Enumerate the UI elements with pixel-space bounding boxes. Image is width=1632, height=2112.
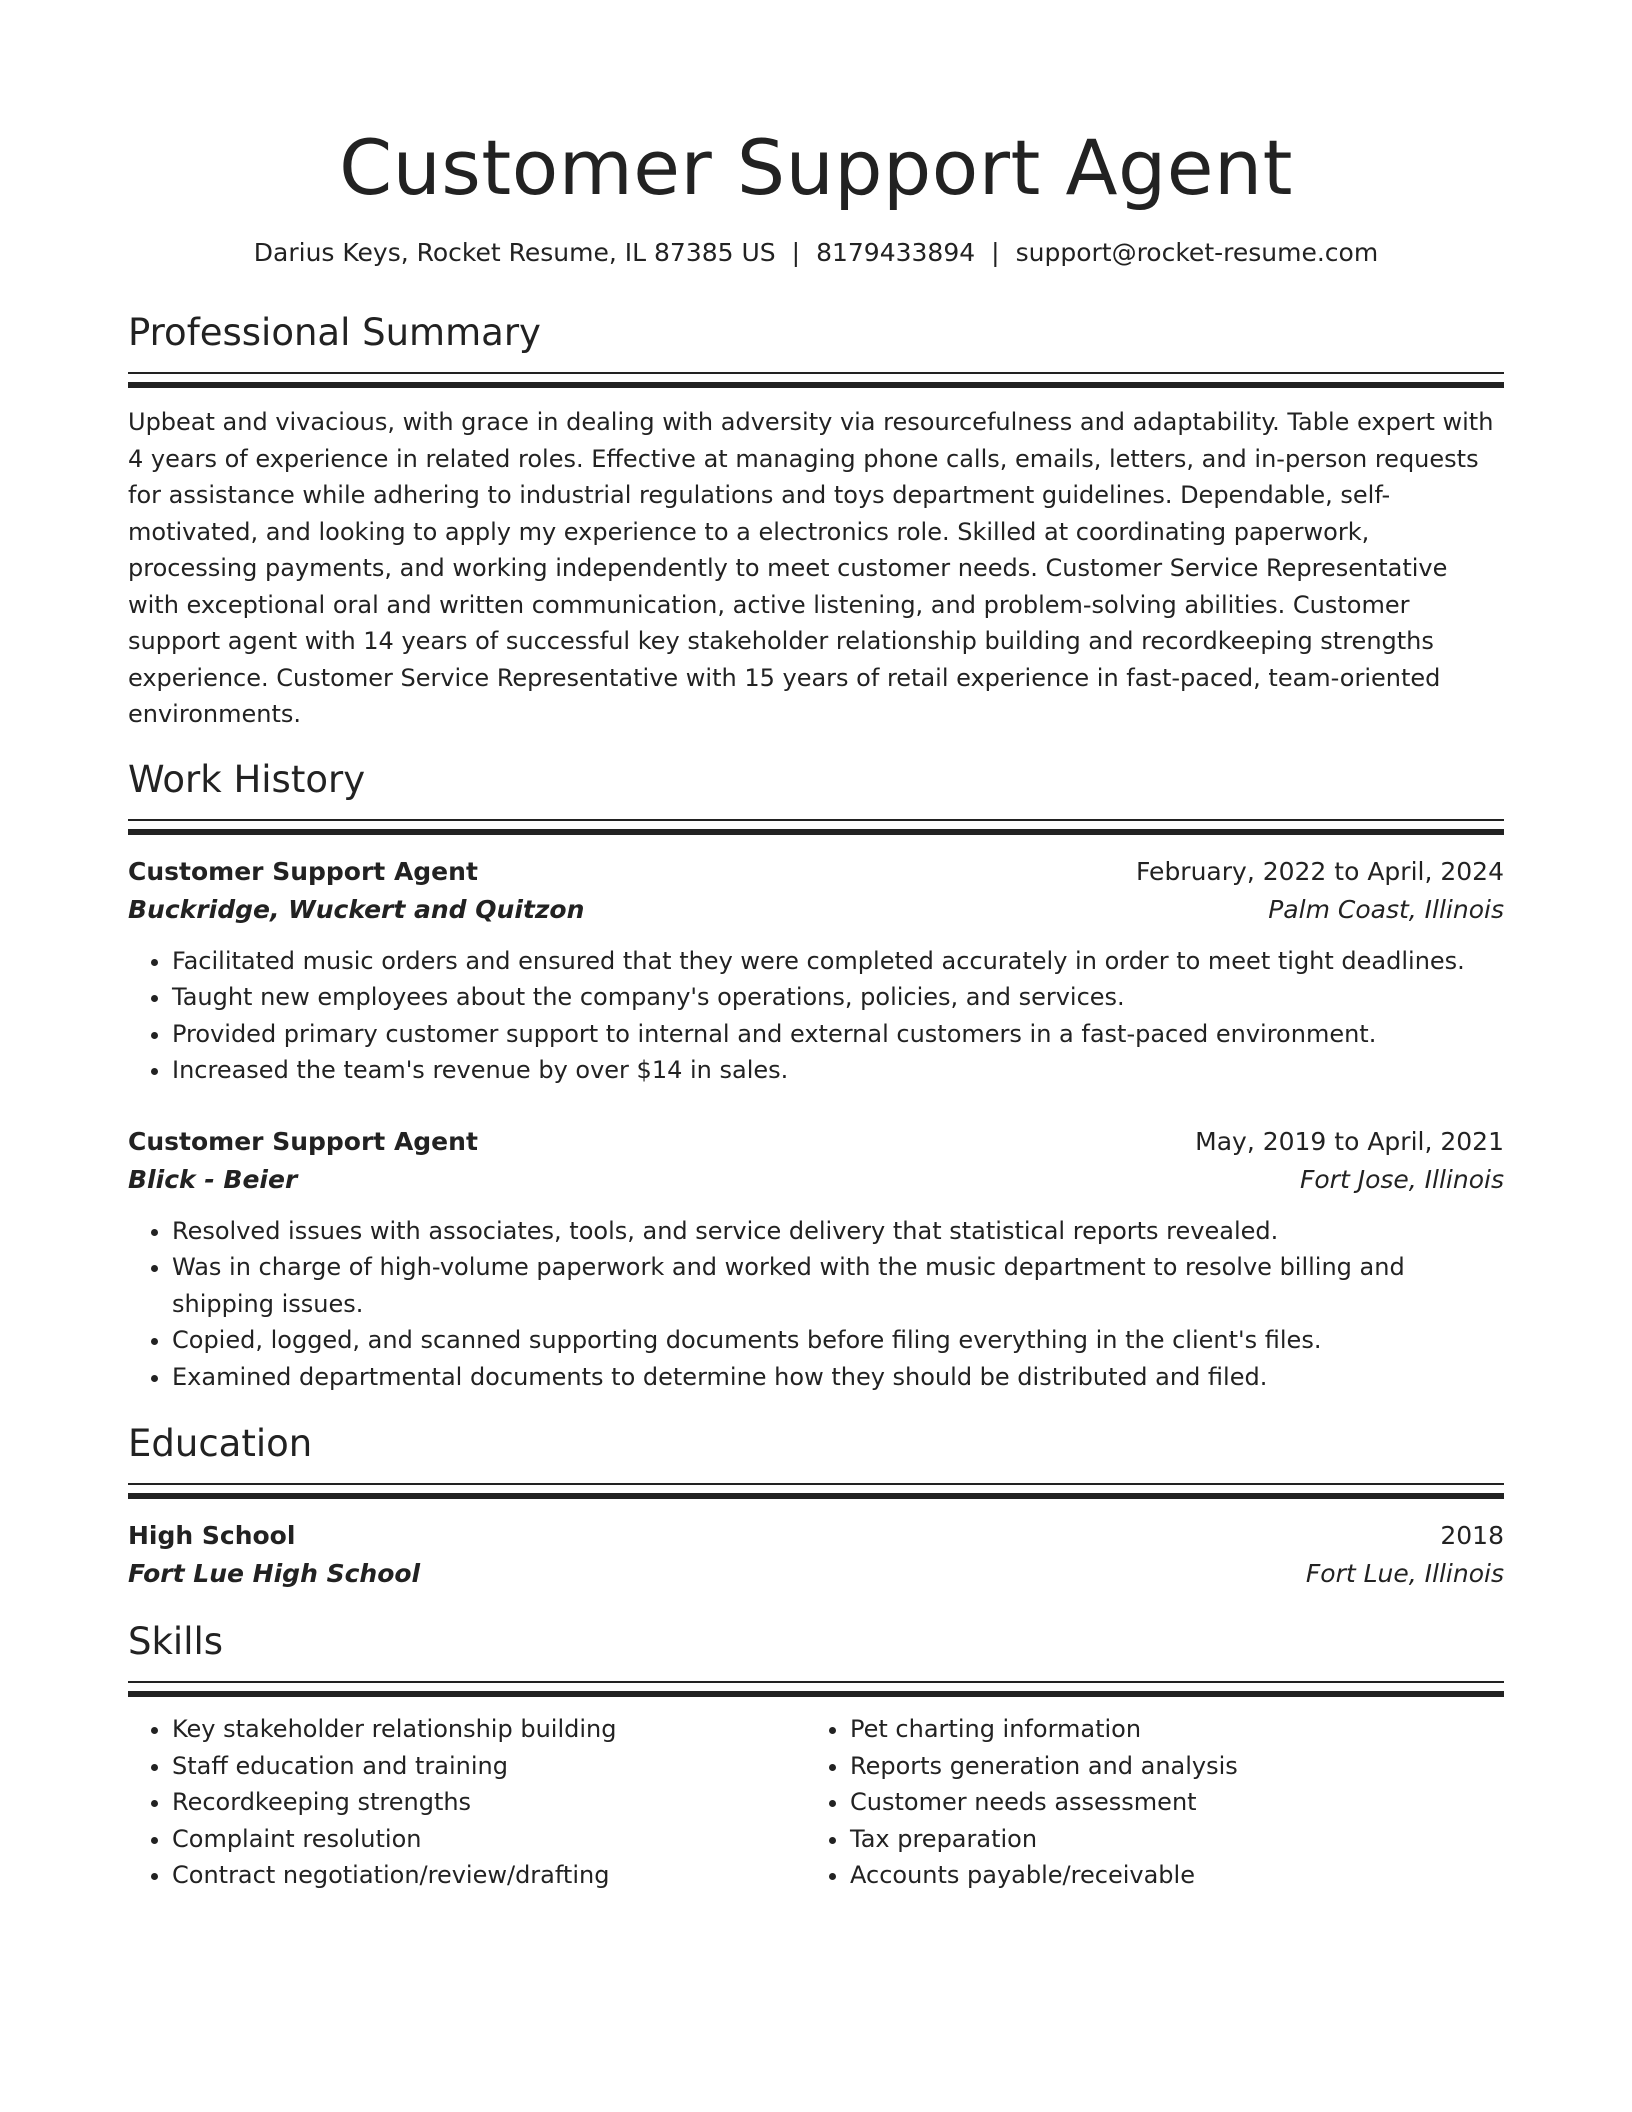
- section-divider: [128, 819, 1504, 835]
- job-bullet: • Taught new employees about the company's operations, policies, and services.: [172, 979, 1504, 1016]
- contact-separator: |: [791, 238, 801, 267]
- summary-section: [128, 310, 1504, 733]
- skill-item: • Tax preparation: [850, 1821, 1484, 1858]
- contact-email: support@rocket-resume.com: [1015, 238, 1379, 267]
- job-entry: [128, 1123, 1504, 1396]
- skill-item: • Accounts payable/receivable: [850, 1857, 1484, 1894]
- job-header-row: [128, 853, 1504, 891]
- job-bullet: • Increased the team's revenue by over $14 in sales.: [172, 1052, 1504, 1089]
- job-bullets: [128, 943, 1504, 1089]
- skill-item: • Staff education and training: [172, 1748, 806, 1785]
- job-location: Fort Jose, Illinois: [1300, 1164, 1504, 1194]
- job-location: Palm Coast, Illinois: [1268, 894, 1504, 924]
- skills-list-right: [806, 1711, 1484, 1894]
- section-divider: [128, 372, 1504, 388]
- skill-item: • Reports generation and analysis: [850, 1748, 1484, 1785]
- job-bullet: • Facilitated music orders and ensured that they were completed accurately in order to meet tight deadlines.: [172, 943, 1504, 980]
- job-dates: May, 2019 to April, 2021: [1195, 1126, 1504, 1156]
- skills-section: [128, 1619, 1504, 1894]
- section-divider: [128, 1681, 1504, 1697]
- education-location: Fort Lue, Illinois: [1305, 1559, 1504, 1588]
- contact-separator: |: [991, 238, 1000, 267]
- skill-item: • Complaint resolution: [172, 1821, 806, 1858]
- summary-text: Upbeat and vivacious, with grace in dealing with adversity via resourcefulness and adaptability. Table expert with 4 years of experience in related roles. Effective at managing phone calls, emails, letters, and in-person requests for assistance while adhering to industrial regulations and toys department guidelines. Dependable, self-motivated, and looking to apply my experience to a electronics role. Skilled at coordinating paperwork, processing payments, and working independently to meet customer needs. Customer Service Representative with exceptional oral and written communication, active listening, and problem-solving abilities. Customer support agent with 14 years of successful key stakeholder relationship building and recordkeeping strengths experience. Customer Service Representative with 15 years of retail experience in fast-paced, team-oriented environments.: [128, 408, 1494, 728]
- job-bullet: • Was in charge of high-volume paperwork and worked with the music department to resolve billing and shipping issues.: [172, 1249, 1504, 1322]
- skills-columns: [128, 1711, 1504, 1894]
- section-heading-work: Work History: [128, 757, 366, 801]
- skill-item: • Key stakeholder relationship building: [172, 1711, 806, 1748]
- education-section: [128, 1421, 1504, 1593]
- job-bullet: • Provided primary customer support to internal and external customers in a fast-paced environment.: [172, 1016, 1504, 1053]
- job-bullet: • Examined departmental documents to determine how they should be distributed and filed.: [172, 1359, 1504, 1396]
- education-year: 2018: [1440, 1521, 1504, 1550]
- contact-phone: 8179433894: [816, 238, 976, 267]
- job-dates: February, 2022 to April, 2024: [1136, 856, 1504, 886]
- skill-item: • Customer needs assessment: [850, 1784, 1484, 1821]
- job-bullet: • Resolved issues with associates, tools, and service delivery that statistical reports revealed.: [172, 1213, 1504, 1250]
- education-school-row: [128, 1555, 1504, 1593]
- skill-item: • Contract negotiation/review/drafting: [172, 1857, 806, 1894]
- skills-list-left: [128, 1711, 806, 1894]
- job-bullets: [128, 1213, 1504, 1396]
- section-heading-education: Education: [128, 1422, 313, 1465]
- education-header-row: [128, 1517, 1504, 1555]
- job-company-row: [128, 891, 1504, 929]
- education-entry: [128, 1517, 1504, 1593]
- resume-title: Customer Support Agent: [339, 123, 1293, 212]
- job-title: Customer Support Agent: [128, 856, 478, 886]
- job-bullet: • Copied, logged, and scanned supporting documents before filing everything in the client's files.: [172, 1322, 1504, 1359]
- job-company: Blick - Beier: [128, 1164, 298, 1194]
- job-header-row: [128, 1123, 1504, 1161]
- section-heading-summary: Professional Summary: [128, 311, 541, 354]
- education-degree: High School: [128, 1521, 296, 1550]
- section-heading-skills: Skills: [128, 1620, 224, 1663]
- resume-page: [128, 118, 1504, 1894]
- education-school: Fort Lue High School: [128, 1559, 421, 1588]
- job-entry: [128, 853, 1504, 1089]
- job-company-row: [128, 1161, 1504, 1199]
- contact-address: Darius Keys, Rocket Resume, IL 87385 US: [253, 238, 776, 267]
- job-company: Buckridge, Wuckert and Quitzon: [128, 894, 585, 924]
- skill-item: • Recordkeeping strengths: [172, 1784, 806, 1821]
- section-divider: [128, 1483, 1504, 1499]
- contact-line: [128, 236, 1504, 270]
- skill-item: • Pet charting information: [850, 1711, 1484, 1748]
- work-history-section: [128, 757, 1504, 1396]
- job-title: Customer Support Agent: [128, 1126, 478, 1156]
